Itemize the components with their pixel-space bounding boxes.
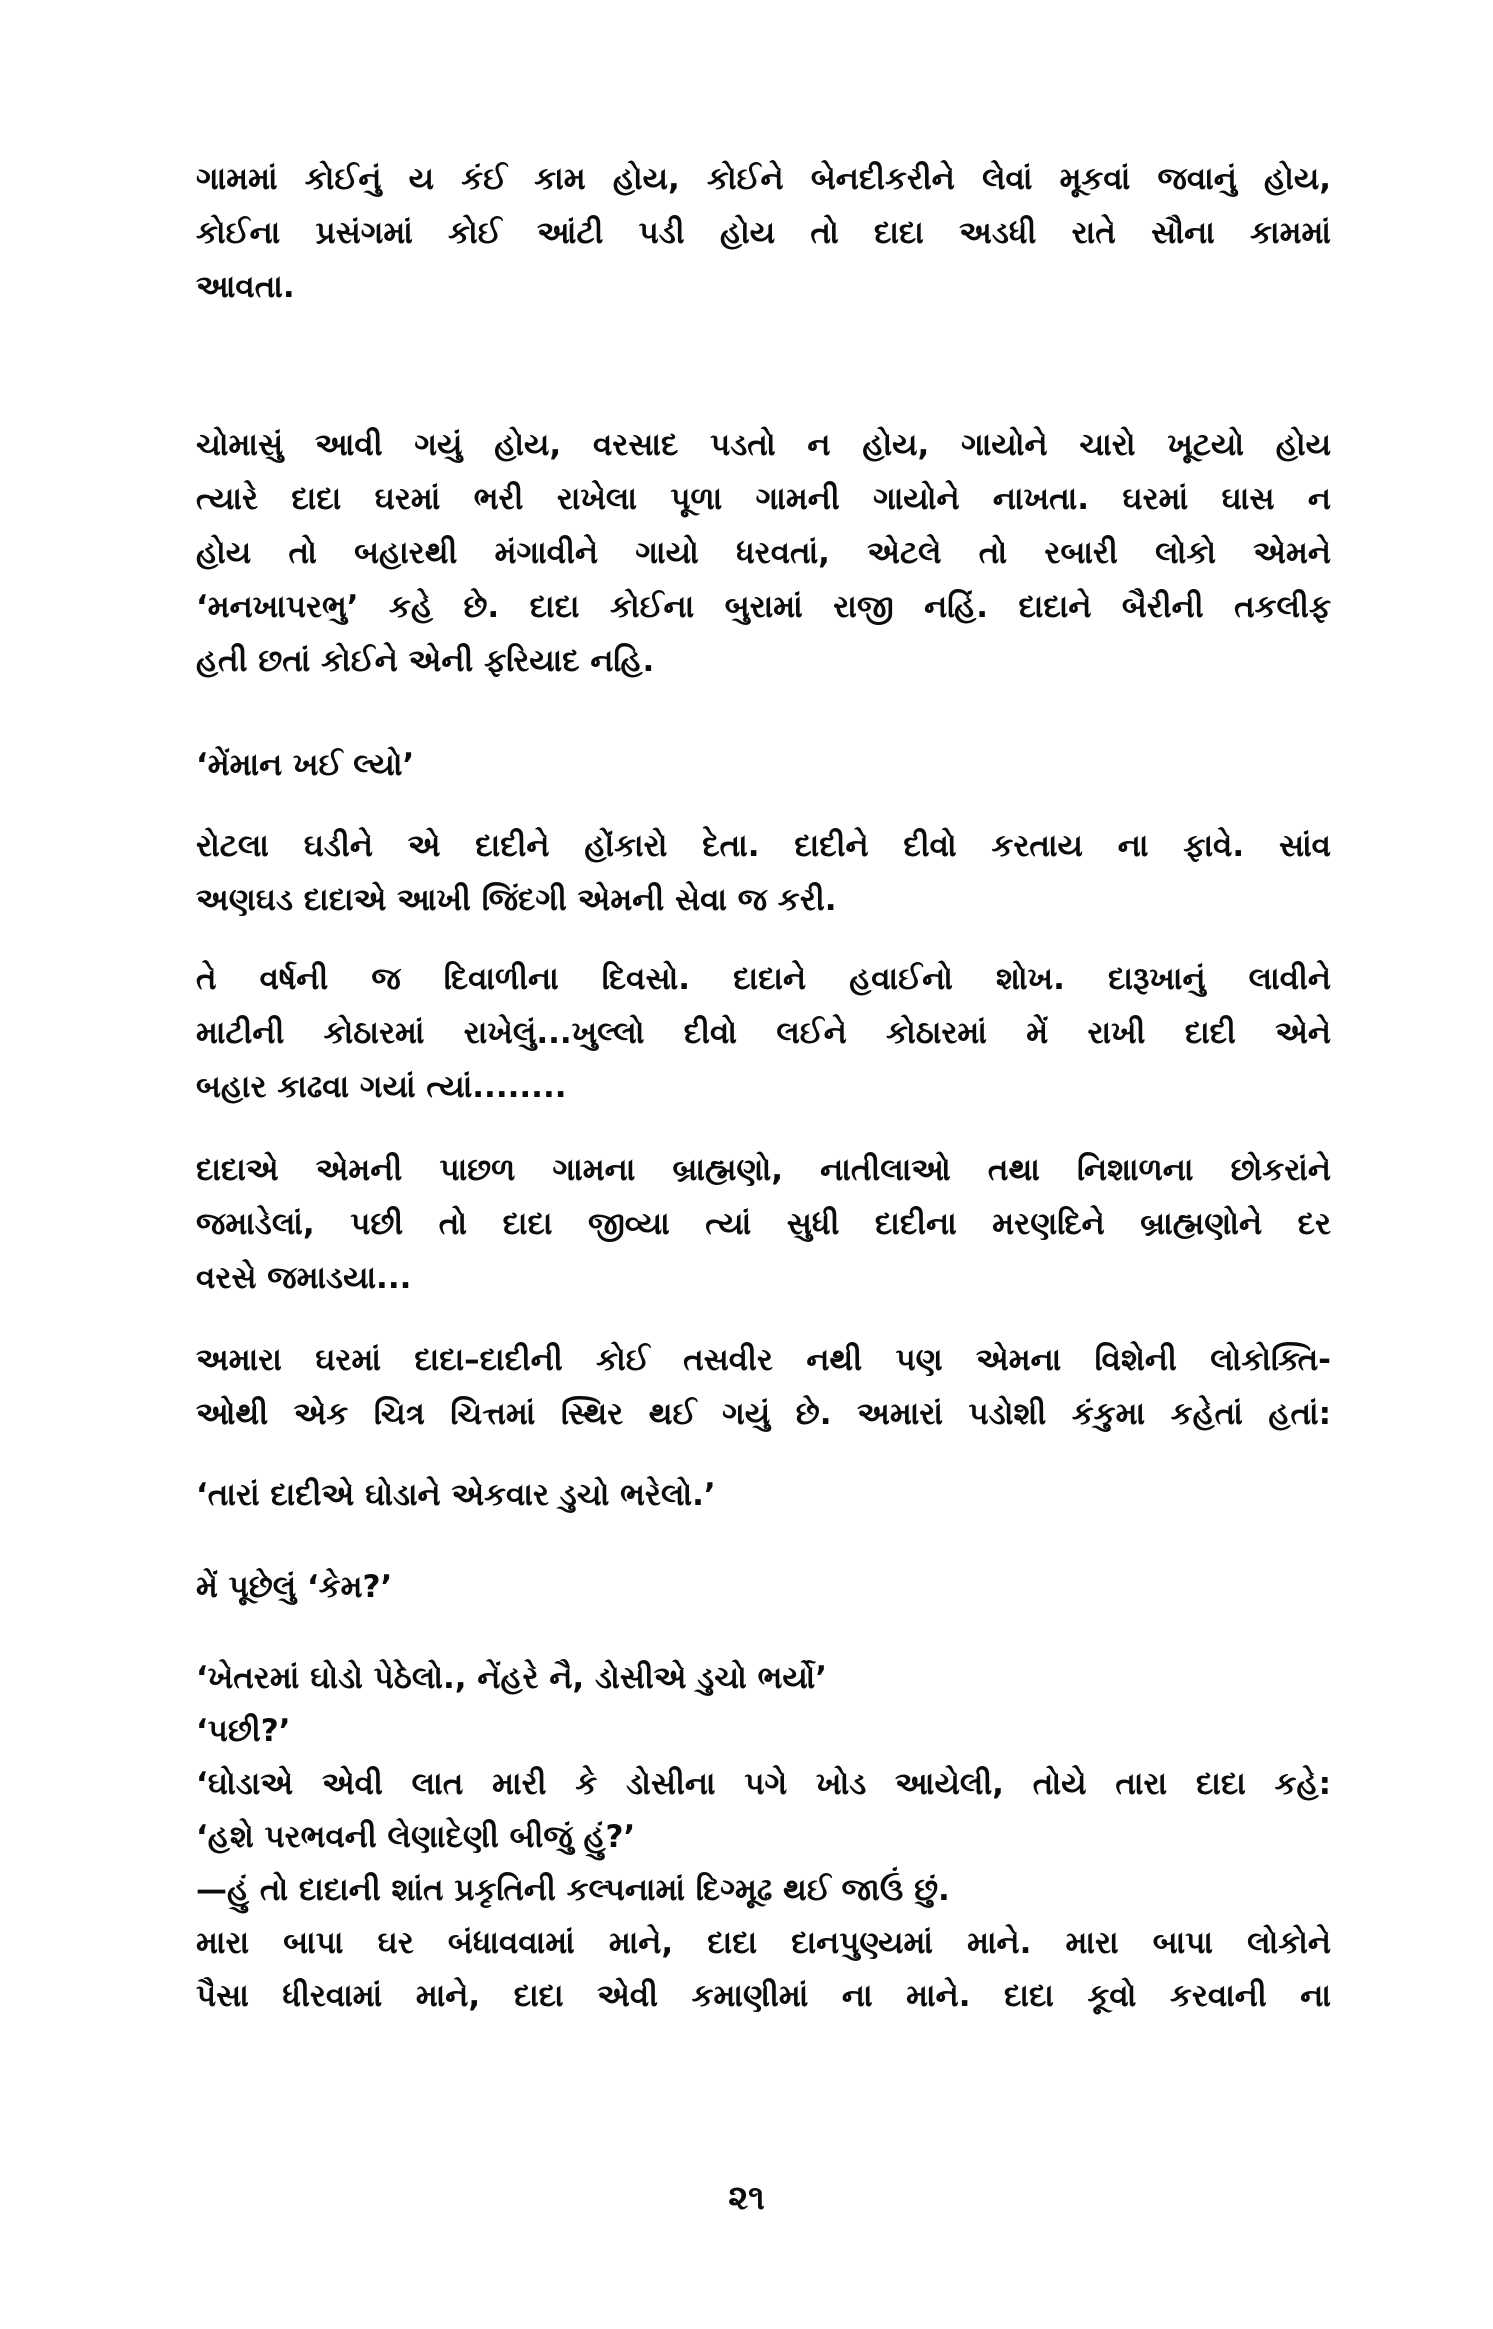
text-line: ગામમાં કોઈનું ય કંઈ કામ હોય, કોઈને બેનદીકરીને લેવાં મૂકવાં જવાનું હોય, [196,161,1331,197]
paragraph-monsoon [196,418,1331,688]
text-line: જમાડેલાં, પછી તો દાદા જીવ્યા ત્યાં સુધી દાદીના મરણદિને બ્રાહ્મણોને દર [196,1206,1331,1242]
text-line: ‘મનખાપરભુ’ કહે છે. દાદા કોઈના બુરામાં રાજી નહિં. દાદાને બૈરીની તકલીફ [196,589,1331,625]
text-line: ચોમાસું આવી ગયું હોય, વરસાદ પડતો ન હોય, ગાયોને ચારો ખૂટયો હોય [196,427,1331,463]
text-line: પૈસા ધીરવામાં માને, દાદા એવી કમાણીમાં ના માને. દાદા કૂવો કરવાની ના [196,1978,1331,2014]
text-line: ‘પછી?’ [196,1713,291,1749]
text-line: હોય તો બહારથી મંગાવીને ગાયો ધરવતાં, એટલે તો રબારી લોકો એમને [196,535,1331,571]
quote-why [196,1560,1331,1614]
paragraph-village-help [196,152,1331,314]
paragraph-dialogue [196,1652,1331,2023]
text-line: ‘હશે પરભવની લેણાદેણી બીજું હું?’ [196,1819,636,1855]
page-number: ૨૧ [728,2178,765,2218]
text-line: ત્યારે દાદા ઘરમાં ભરી રાખેલા પૂળા ગામની ગાયોને નાખતા. ઘરમાં ઘાસ ન [196,481,1331,517]
text-line: રોટલા ઘડીને એ દાદીને હોંકારો દેતા. દાદીને દીવો કરતાય ના ફાવે. સાંવ [196,828,1331,864]
text-line: ‘મેંમાન ખઈ લ્યો’ [196,747,415,783]
quote-horse [196,1468,1331,1522]
paragraph-feast [196,1143,1331,1305]
text-line: ‘તારાં દાદીએ ઘોડાને એકવાર ડુચો ભરેલો.’ [196,1477,716,1513]
text-line: માટીની કોઠારમાં રાખેલું...ખુલ્લો દીવો લઈને કોઠારમાં મેં રાખી દાદી એને [196,1015,1331,1051]
text-line: અણઘડ દાદાએ આખી જિંદગી એમની સેવા જ કરી. [196,882,837,918]
paragraph-no-portrait [196,1333,1331,1441]
text-line: —હું તો દાદાની શાંત પ્રકૃતિની કલ્પનામાં દિગ્મૂઢ થઈ જાઉં છું. [196,1872,950,1908]
text-line: તે વર્ષની જ દિવાળીના દિવસો. દાદાને હવાઈનો શોખ. દારૂખાનું લાવીને [196,961,1331,997]
text-line: મારા બાપા ઘર બંધાવવામાં માને, દાદા દાનપુણ્યમાં માને. મારા બાપા લોકોને [196,1925,1331,1961]
text-line: બહાર કાઢવા ગયાં ત્યાં........ [196,1069,567,1105]
text-line: આવતા. [196,269,295,305]
text-line: ‘ઘોડાએ એવી લાત મારી કે ડોસીના પગે ખોડ આયેલી, તોયે તારા દાદા કહે: [196,1766,1331,1802]
paragraph-diwali [196,952,1331,1114]
text-line: દાદાએ એમની પાછળ ગામના બ્રાહ્મણો, નાતીલાઓ તથા નિશાળના છોકરાંને [196,1152,1331,1188]
text-line: અમારા ઘરમાં દાદા–દાદીની કોઈ તસવીર નથી પણ એમના વિશેની લોકોક્તિ- [196,1342,1331,1378]
text-line: કોઈના પ્રસંગમાં કોઈ આંટી પડી હોય તો દાદા અડધી રાતે સૌના કામમાં [196,215,1331,251]
text-line: વરસે જમાડયા... [196,1260,412,1296]
text-line: મેં પૂછેલું ‘કેમ?’ [196,1569,393,1605]
quote-guest [196,738,1331,792]
text-line: ‘ખેતરમાં ઘોડો પેઠેલો., નેંહરે નૈ, ડોસીએ ડુચો ભર્યો’ [196,1660,827,1696]
text-line: હતી છતાં કોઈને એની ફરિયાદ નહિ. [196,643,655,679]
paragraph-grandmother-care [196,819,1331,927]
text-line: ઓથી એક ચિત્ર ચિત્તમાં સ્થિર થઈ ગયું છે. અમારાં પડોશી કંકુમા કહેતાં હતાં: [196,1396,1331,1432]
